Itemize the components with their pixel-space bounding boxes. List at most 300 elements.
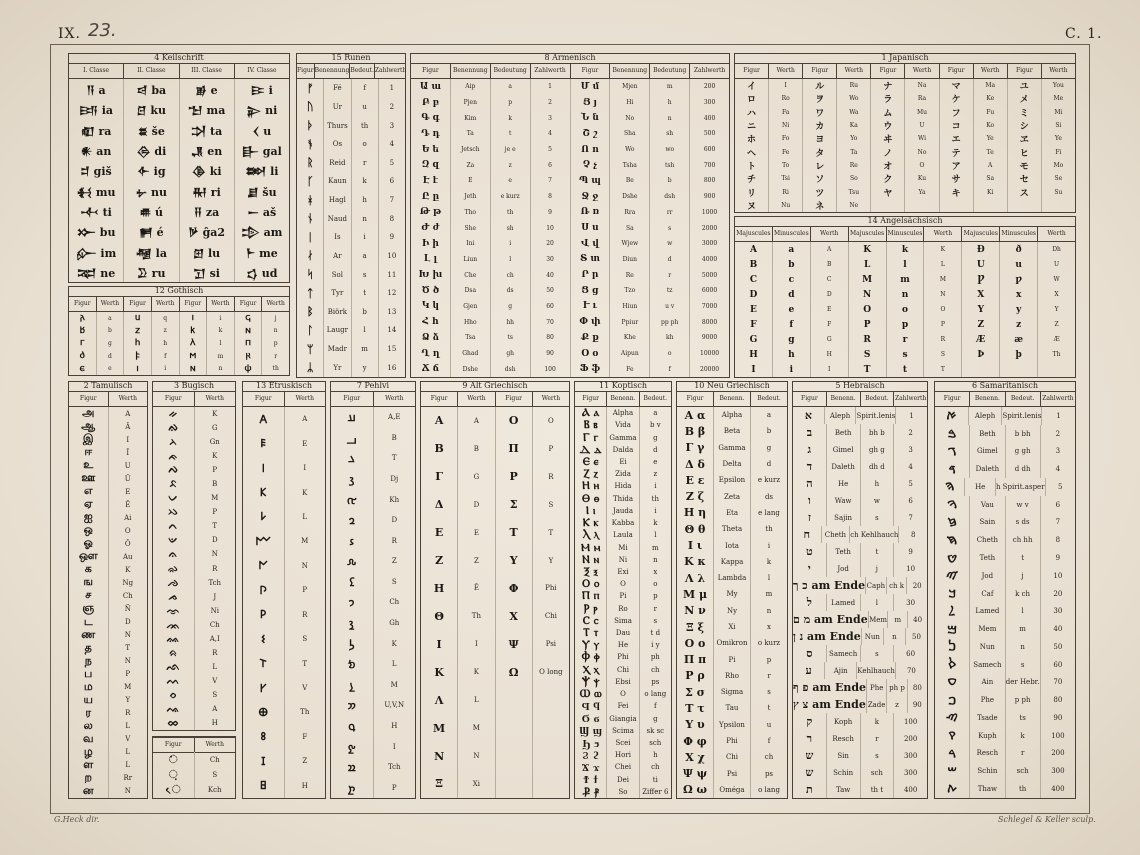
glyph-cell: 𒃻 ĝa2: [180, 221, 235, 241]
value-cell: 200: [903, 734, 918, 743]
glyph-cell: ᚱ: [297, 154, 324, 173]
column-header: Werth: [811, 227, 849, 241]
value-cell: D: [811, 287, 849, 302]
glyph-cell: ナ: [871, 79, 905, 92]
value-cell: 2000: [701, 224, 718, 232]
glyph-cell: Θ: [421, 602, 458, 630]
glyph-cell: P: [849, 317, 887, 332]
value-cell: d: [97, 350, 125, 363]
table-row: [421, 463, 569, 491]
table-row: [735, 257, 1075, 272]
table-row: [297, 191, 405, 210]
glyph-cell: ᚾ: [297, 209, 324, 228]
glyph-cell: 𒊑 ri: [180, 180, 235, 200]
value-cell: P: [391, 783, 397, 792]
value-cell: Zida: [607, 468, 639, 480]
glyph-cell: Υ υ: [677, 717, 714, 733]
table-row: [153, 674, 235, 688]
value-cell: I: [303, 464, 307, 473]
value-cell: k: [491, 110, 531, 126]
value-cell: V: [302, 684, 308, 693]
glyph-cell: c: [773, 272, 811, 287]
value-cell: Nu: [769, 199, 803, 212]
value-cell: R: [391, 536, 397, 545]
glyph-cell: ᨈ: [153, 519, 195, 533]
column-header: Werth: [295, 395, 314, 402]
value-cell: Be: [610, 173, 650, 189]
value-cell: i: [654, 482, 657, 491]
table-row: [331, 675, 415, 696]
glyph-cell: 𒊺 še: [124, 120, 179, 140]
value-cell: So: [837, 172, 871, 185]
value-cell: L: [125, 748, 131, 757]
glyph-cell: 𐭩: [331, 592, 374, 613]
glyph-cell: 𐌱: [69, 325, 97, 338]
table-title: 14 Angelsächsisch: [867, 216, 943, 225]
value-cell: 70: [1053, 678, 1063, 687]
value-cell: R: [125, 709, 131, 718]
value-cell: Fi: [1055, 148, 1062, 156]
glyph-cell: Ⲍ ⲍ: [575, 468, 607, 480]
glyph-cell: Կ կ: [411, 299, 451, 315]
table-row: [331, 613, 415, 634]
glyph-cell: ࠓ: [935, 745, 970, 763]
table-row: [793, 611, 927, 628]
table-title: 4 Keilschrift: [154, 53, 204, 62]
value-cell: Scei: [607, 737, 639, 749]
value-cell: Is: [324, 228, 351, 247]
value-cell: Ppiur: [610, 314, 650, 330]
value-cell: 400: [903, 785, 918, 794]
table-row: [677, 505, 787, 521]
glyph-cell: R: [849, 332, 887, 347]
glyph-cell: ᨇ: [153, 505, 195, 519]
table-row: [297, 284, 405, 303]
glyph-cell: Ե ե: [411, 142, 451, 158]
glyph-cell: 𐌐: [243, 578, 285, 602]
glyph-cell: Ο ο: [677, 635, 714, 651]
table-row: [243, 554, 325, 578]
column-header: Figur: [871, 64, 905, 78]
value-cell: w: [650, 236, 690, 252]
value-cell: Dj: [390, 475, 399, 484]
glyph-cell: ל: [793, 594, 827, 611]
table-header: [421, 391, 569, 407]
column-header: Majuscules: [962, 227, 1000, 241]
value-cell: 20: [1053, 589, 1063, 598]
value-cell: 200: [703, 83, 716, 91]
glyph-cell: d: [773, 287, 811, 302]
glyph-cell: ᨕ: [153, 702, 195, 716]
value-cell: My: [714, 586, 751, 602]
value-cell: Ch: [122, 591, 133, 600]
glyph-cell: リ: [735, 185, 769, 198]
glyph-cell: a: [773, 242, 811, 257]
value-cell: t: [861, 543, 895, 560]
glyph-cell: カ: [803, 119, 837, 132]
table-row: [331, 489, 415, 510]
value-cell: g: [97, 337, 125, 350]
value-cell: Kappa: [714, 554, 751, 570]
table-row: [331, 654, 415, 675]
value-cell: Schin: [970, 762, 1005, 780]
glyph-cell: ハ: [735, 106, 769, 119]
glyph-cell: Ε: [421, 519, 458, 547]
glyph-cell: ᨙ: [153, 783, 195, 798]
table-row: [69, 655, 147, 668]
table-row: [331, 551, 415, 572]
value-cell: Nun: [862, 628, 884, 645]
value-cell: 400: [703, 114, 716, 122]
value-cell: r: [650, 267, 690, 283]
glyph-cell: オ: [871, 159, 905, 172]
table-row: [331, 633, 415, 654]
glyph-cell: ᨒ: [153, 660, 195, 674]
value-cell: 1: [389, 84, 395, 93]
table-row: [297, 135, 405, 154]
value-cell: rr: [650, 205, 690, 221]
table-body: [735, 242, 1075, 377]
glyph-cell: ח: [793, 526, 822, 543]
glyph-cell: ᨘ: [153, 767, 195, 782]
table-row: [677, 733, 787, 749]
glyph-cell: Ϩ ϩ: [575, 749, 607, 761]
glyph-cell: ச: [69, 589, 109, 602]
glyph-cell: 𒈠 ma: [180, 99, 235, 119]
glyph-cell: Ⲉ ⲉ: [575, 456, 607, 468]
glyph-cell: Ε ε: [677, 472, 714, 488]
value-cell: ds: [764, 492, 774, 501]
value-cell: Kch: [207, 786, 222, 795]
column-header: Figur: [180, 297, 208, 311]
glyph-cell: Ք ք: [571, 330, 611, 346]
value-cell: Fei: [607, 700, 639, 712]
value-cell: 9: [531, 205, 571, 221]
value-cell: 9: [389, 233, 395, 242]
glyph-cell: 𒂗 en: [180, 140, 235, 160]
table-row: [677, 440, 787, 456]
value-cell: [533, 686, 569, 714]
value-cell: Re: [837, 159, 871, 172]
glyph-cell: C: [735, 272, 773, 287]
glyph-cell: Η: [421, 575, 458, 603]
value-cell: y: [352, 358, 379, 377]
value-cell: 6: [531, 157, 571, 173]
table-header: [243, 391, 325, 407]
value-cell: r: [767, 671, 771, 680]
value-cell: 16: [387, 363, 397, 372]
table-row: [793, 696, 927, 713]
value-cell: Khe: [610, 330, 650, 346]
glyph-cell: ࠐ: [935, 691, 970, 709]
glyph-cell: ᛒ: [297, 303, 324, 322]
value-cell: 2: [1055, 429, 1061, 438]
glyph-cell: 𐌷: [124, 337, 152, 350]
table-row: [411, 236, 729, 252]
column-header: Benenn.: [970, 392, 1005, 406]
glyph-cell: Y: [962, 302, 1000, 317]
column-header: Figur: [735, 64, 769, 78]
glyph-cell: ஐ: [69, 511, 109, 524]
glyph-cell: Ξ ξ: [677, 619, 714, 635]
table-row: [69, 420, 147, 433]
value-cell: He: [965, 478, 995, 496]
value-cell: Fa: [769, 106, 803, 119]
value-cell: r: [1006, 745, 1041, 763]
glyph-cell: Մ մ: [571, 79, 611, 95]
table-row: [243, 505, 325, 529]
value-cell: A: [458, 407, 495, 435]
value-cell: Resch: [970, 745, 1005, 763]
column-header: Werth: [837, 64, 871, 78]
script-table: [68, 53, 290, 283]
table-row: [677, 488, 787, 504]
value-cell: i: [152, 362, 180, 375]
column-header: Bedeutung: [650, 64, 690, 78]
glyph-cell: ル: [803, 79, 837, 92]
value-cell: T: [924, 362, 962, 377]
glyph-cell: タ: [803, 145, 837, 158]
value-cell: V: [212, 676, 218, 685]
glyph-cell: M: [849, 272, 887, 287]
value-cell: S: [212, 770, 218, 779]
value-cell: r: [653, 604, 657, 613]
value-cell: 4: [1055, 465, 1061, 474]
table-row: [677, 684, 787, 700]
glyph-cell: פ ף am Ende: [793, 681, 867, 694]
value-cell: s: [650, 220, 690, 236]
glyph-cell: Ձ ձ: [411, 330, 451, 346]
column-header: Werth: [905, 64, 939, 78]
glyph-cell: 𒀭 an: [69, 140, 124, 160]
table-row: [935, 727, 1075, 745]
value-cell: ts: [1006, 709, 1041, 727]
value-cell: p: [273, 339, 278, 347]
glyph-cell: L: [849, 257, 887, 272]
value-cell: o: [650, 346, 690, 362]
table-row: [153, 702, 235, 716]
glyph-cell: Յ յ: [571, 95, 611, 111]
value-cell: So: [607, 786, 639, 798]
glyph-cell: Բ բ: [411, 95, 451, 111]
glyph-cell: [962, 362, 1000, 377]
value-cell: L: [924, 257, 962, 272]
glyph-cell: ラ: [871, 92, 905, 105]
table-row: [331, 592, 415, 613]
glyph-cell: 𐭮: [331, 695, 374, 716]
table-row: [935, 567, 1075, 585]
table-row: [735, 242, 1075, 257]
value-cell: X: [1054, 291, 1059, 298]
value-cell: 1: [909, 411, 914, 420]
table-row: [153, 618, 235, 632]
value-cell: Th: [1052, 351, 1061, 358]
value-cell: gh g: [861, 441, 895, 458]
glyph-cell: צ ץ am Ende: [793, 698, 866, 711]
glyph-cell: ࠂ: [935, 443, 970, 461]
glyph-cell: ட: [69, 616, 109, 629]
value-cell: i: [352, 228, 379, 247]
glyph-cell: ࠋ: [935, 602, 970, 620]
value-cell: Sajin: [827, 509, 861, 526]
value-cell: der Hebr.: [1006, 673, 1041, 691]
glyph-cell: N: [849, 287, 887, 302]
table-row: [935, 602, 1075, 620]
value-cell: Gimel: [970, 443, 1005, 461]
glyph-cell: ழ: [69, 746, 109, 759]
value-cell: L: [458, 686, 495, 714]
value-cell: h: [653, 751, 658, 760]
table-header: [331, 391, 415, 407]
table-row: [793, 475, 927, 492]
glyph-cell: ᨓ: [153, 674, 195, 688]
value-cell: Hida: [607, 480, 639, 492]
value-cell: No: [610, 110, 650, 126]
value-cell: 7: [389, 196, 395, 205]
value-cell: Gamma: [607, 431, 639, 443]
value-cell: K: [212, 452, 218, 461]
glyph-cell: Φ: [496, 575, 533, 603]
value-cell: Æ: [1053, 336, 1060, 343]
value-cell: e kurz: [757, 476, 781, 485]
glyph-cell: 𐌺: [180, 325, 208, 338]
value-cell: u: [352, 98, 379, 117]
table-title: 15 Runen: [331, 53, 371, 62]
value-cell: n: [766, 606, 772, 615]
table-row: [297, 303, 405, 322]
glyph-cell: Ⲫ ⲫ: [575, 651, 607, 663]
table-row: [935, 673, 1075, 691]
table-header: [297, 63, 405, 79]
column-header: Bedeut.: [757, 395, 781, 402]
script-table: [792, 381, 928, 799]
table-row: [735, 132, 1075, 145]
value-cell: 8: [910, 530, 916, 539]
value-cell: 800: [703, 177, 716, 185]
column-header: Werth: [385, 395, 404, 402]
glyph-cell: O: [849, 302, 887, 317]
table-row: [793, 747, 927, 764]
glyph-cell: [496, 742, 533, 770]
table-row: [677, 766, 787, 782]
value-cell: e: [97, 362, 125, 375]
table-row: [421, 630, 569, 658]
glyph-cell: ヘ: [735, 145, 769, 158]
table-body: [243, 407, 325, 798]
table-title: 10 Neu Griechisch: [694, 381, 770, 390]
table-row: [793, 764, 927, 781]
glyph-cell: 𐌍: [243, 554, 285, 578]
glyph-cell: 𒁀 ba: [124, 79, 179, 99]
glyph-cell: ᛚ: [297, 321, 324, 340]
value-cell: 50: [1053, 642, 1063, 651]
value-cell: S: [212, 690, 218, 699]
value-cell: Schin: [827, 764, 861, 781]
value-cell: 6: [1055, 500, 1061, 509]
table-row: [331, 448, 415, 469]
value-cell: pp ph: [650, 314, 690, 330]
column-header: Figur: [571, 64, 611, 78]
value-cell: 30: [531, 252, 571, 268]
glyph-cell: ヱ: [1008, 132, 1042, 145]
glyph-cell: Խ խ: [411, 267, 451, 283]
table-header: [935, 391, 1075, 407]
value-cell: k ch: [1006, 585, 1041, 603]
value-cell: dsh: [491, 361, 531, 377]
value-cell: M: [458, 714, 495, 742]
glyph-cell: ツ: [803, 185, 837, 198]
value-cell: 70: [531, 314, 571, 330]
table-row: [331, 736, 415, 757]
value-cell: 60: [531, 299, 571, 315]
value-cell: Waw: [827, 492, 861, 509]
value-cell: r: [274, 352, 278, 360]
value-cell: k: [207, 325, 235, 338]
value-cell: Tau: [714, 700, 751, 716]
glyph-cell: 𒆠 ki: [180, 160, 235, 180]
column-header: Figur: [69, 392, 109, 406]
value-cell: dsh: [650, 189, 690, 205]
column-header: Benennung: [451, 64, 491, 78]
glyph-cell: Ⲱ ⲱ: [575, 688, 607, 700]
value-cell: H: [391, 721, 398, 730]
column-header: Benennung: [315, 64, 351, 78]
value-cell: e lang: [758, 508, 780, 517]
glyph-cell: 𐌶: [124, 325, 152, 338]
column-header: Figur: [411, 64, 451, 78]
table-row: [153, 463, 235, 477]
value-cell: 30: [906, 598, 916, 607]
table-row: [331, 572, 415, 593]
value-cell: 40: [913, 615, 923, 624]
value-cell: th: [272, 365, 279, 373]
glyph-cell: இ: [69, 433, 109, 446]
glyph-cell: Ω ω: [677, 782, 714, 798]
value-cell: Ni: [210, 606, 219, 615]
glyph-cell: Ⲛ ⲛ: [575, 554, 607, 566]
value-cell: z: [653, 470, 658, 479]
value-cell: Ypsilon: [714, 717, 751, 733]
value-cell: [533, 742, 569, 770]
value-cell: gh: [491, 346, 531, 362]
value-cell: s: [653, 616, 658, 625]
value-cell: z: [152, 325, 180, 338]
table-body: [421, 407, 569, 798]
value-cell: Fe: [769, 145, 803, 158]
table-body: [677, 407, 787, 798]
value-cell: Ta: [451, 126, 491, 142]
value-cell: R: [212, 648, 218, 657]
table-title: 1 Japanisch: [881, 53, 929, 62]
table-row: [69, 668, 147, 681]
value-cell: ch hh: [1006, 531, 1041, 549]
table-row: [421, 686, 569, 714]
glyph-cell: Ⲕ ⲕ: [575, 517, 607, 529]
table-header: [411, 63, 729, 79]
glyph-cell: Ϫ ϫ: [575, 761, 607, 773]
glyph-cell: 𐭭: [331, 675, 374, 696]
table-row: [735, 272, 1075, 287]
glyph-cell: ࠔ: [935, 762, 970, 780]
value-cell: l: [352, 321, 379, 340]
value-cell: Tch: [208, 578, 222, 587]
glyph-cell: イ: [735, 79, 769, 92]
value-cell: Sa: [610, 220, 650, 236]
glyph-cell: 𐌄: [243, 431, 285, 455]
value-cell: 9: [908, 547, 913, 556]
value-cell: 6000: [701, 287, 718, 295]
glyph-cell: p: [887, 317, 925, 332]
